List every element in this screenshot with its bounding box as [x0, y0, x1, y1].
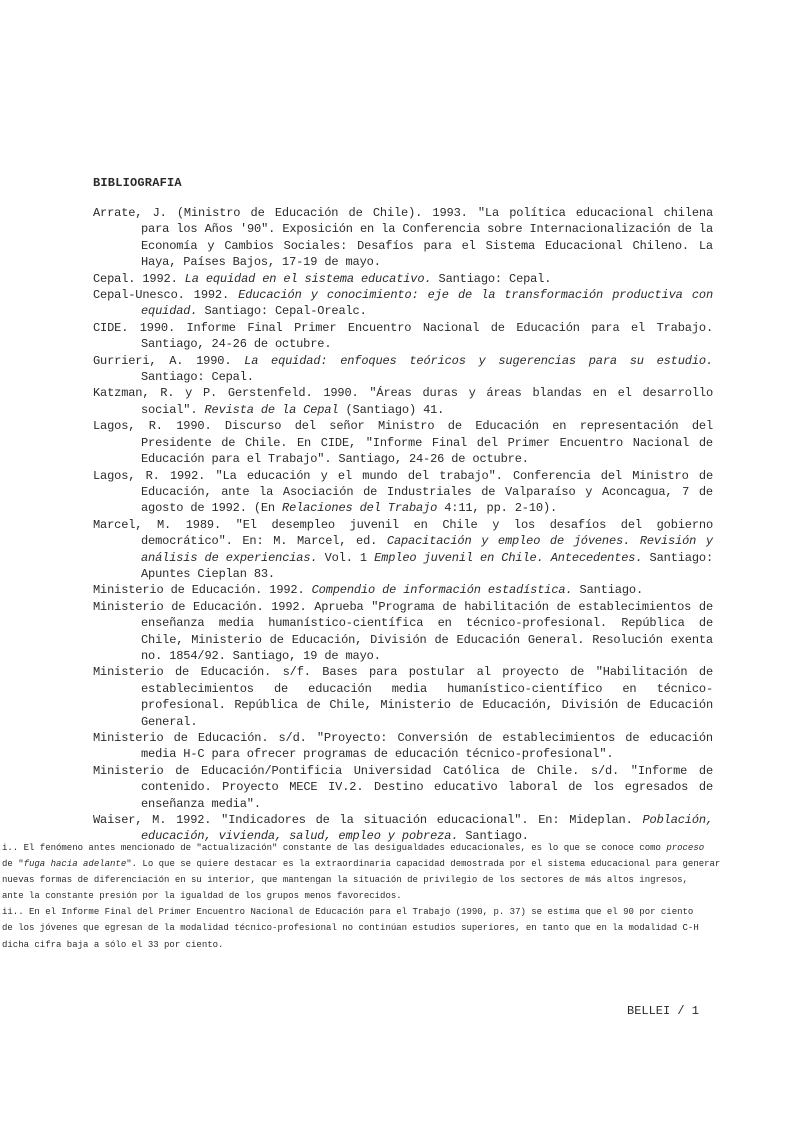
text-segment: de los jóvenes que egresan de la modalidad técnico-profesional no continúan estudios superiores, en tanto que en la modalidad C-H [2, 923, 699, 934]
bibliography-heading: BIBLIOGRAFIA [93, 176, 182, 190]
text-segment: fuga hacia adelante [23, 859, 127, 870]
bibliography-entry [93, 287, 713, 320]
text-segment: La equidad: enfoques teóricos y sugerencias para su estudio. [244, 353, 713, 368]
text-segment: Capacitación y empleo de jóvenes. Revisión y análisis de experiencias. [141, 534, 713, 565]
text-segment: 4:11, pp. 2-10). [437, 501, 558, 516]
footnote-line [2, 888, 800, 904]
text-segment: Población, educación, vivienda, salud, empleo y pobreza. [141, 813, 713, 844]
footnote-line [2, 872, 800, 888]
bibliography-entry [93, 517, 713, 583]
text-segment: Compendio de información estadística. [311, 583, 573, 598]
text-segment: Educación y conocimiento: eje de la transformación productiva con equidad. [141, 288, 713, 319]
text-segment: Santiago: Cepal. [141, 370, 254, 385]
text-segment: proceso [666, 843, 705, 853]
bibliography-entry [93, 353, 713, 386]
bibliography-entry [93, 763, 713, 812]
text-segment: dicha cifra baja a sólo el 33 por ciento. [2, 939, 224, 950]
text-segment: Lagos, R. 1992. "La educación y el mundo del trabajo". Conferencia del Ministro de Educación, ante la Asociación de Industriales de Valparaíso y Aconcagua, 7 de agosto de 1992. (En [93, 468, 713, 516]
footnote-line [2, 920, 800, 936]
text-segment: Santiago: Apuntes Cieplan 83. [141, 550, 714, 581]
text-segment: Gurrieri, A. 1990. [93, 353, 245, 368]
text-segment: nuevas formas de diferenciación en su interior, que mantengan la situación de privilegio de los sectores de más altos ingresos, [2, 875, 688, 886]
text-segment: Katzman, R. y P. Gerstenfeld. 1990. "Áreas duras y áreas blandas en el desarrollo social". [93, 386, 713, 417]
text-segment: Marcel, M. 1989. "El desempleo juvenil en Chile y los desafíos del gobierno democrático". En: M. Marcel, ed. [93, 517, 713, 549]
footnotes [2, 840, 800, 953]
text-segment: CIDE. 1990. Informe Final Primer Encuentro Nacional de Educación para el Trabajo. Santiago, 24-26 de octubre. [93, 320, 713, 352]
text-segment: ". Lo que se quiere destacar es la extraordinaria capacidad demostrada por el sistema educacional para generar [126, 859, 721, 870]
text-segment: La equidad en el sistema educativo. [184, 271, 432, 286]
text-segment: Empleo juvenil en Chile. Antecedentes. [374, 550, 643, 565]
text-segment: Ministerio de Educación. s/f. Bases para postular al proyecto de "Habilitación de establecimientos de educación media humanístico-científico en técnico-profesional. República de Chile, Ministerio de Educación, División de Educación General. [93, 665, 713, 729]
text-segment: (Santiago) 41. [338, 402, 445, 417]
bibliography-entry [93, 205, 713, 271]
text-segment: Cepal-Unesco. 1992. [93, 288, 239, 303]
text-segment: Revista de la Cepal [204, 402, 339, 417]
bibliography-entry [93, 664, 713, 730]
bibliography-entry [93, 271, 713, 287]
bibliography-entry [93, 730, 713, 763]
text-segment: Santiago: Cepal-Orealc. [197, 304, 367, 319]
bibliography-entry [93, 320, 713, 353]
text-segment: Relaciones del Trabajo [282, 501, 438, 516]
text-segment: Ministerio de Educación. s/d. "Proyecto: Conversión de establecimientos de educación media H-C para ofrecer programas de educación técnico-profesional". [93, 731, 713, 762]
text-segment: Ministerio de Educación/Pontificia Universidad Católica de Chile. s/d. "Informe de contenido. Proyecto MECE IV.2. Destino educativo laboral de los egresados de enseñanza media". [93, 763, 713, 811]
page-footer: BELLEI / 1 [627, 1004, 700, 1018]
text-segment: Santiago: Cepal. [431, 271, 552, 286]
text-segment: Waiser, M. 1992. "Indicadores de la situación educacional". En: Mideplan. [93, 813, 643, 828]
text-segment: Lagos, R. 1990. Discurso del señor Ministro de Educación en representación del Presidente de Chile. En CIDE, "Informe Final del Primer Encuentro Nacional de Educación para el Trabajo". Santiago, 24-26 de octubre. [93, 419, 713, 467]
footnote-line [2, 904, 800, 920]
bibliography-entry [93, 599, 713, 665]
text-segment: Santiago. [572, 583, 644, 598]
bibliography-entry [93, 418, 713, 467]
text-segment: de " [2, 859, 24, 870]
text-segment: ii.. En el Informe Final del Primer Encuentro Nacional de Educación para el Trabajo (1990, p. 37) se estima que el 90 por ciento [2, 907, 694, 918]
text-segment: Santiago. [458, 829, 529, 844]
text-segment: Arrate, J. (Ministro de Educación de Chile). 1993. "La política educacional chilena para los Años '90". Exposición en la Conferencia sobre Internacionalización de la Economía y Cambios Sociales: Desafíos para el Sistema Educacional Chileno. La Haya, Países Bajos, 17-19 de mayo. [93, 206, 713, 270]
footnote-line [2, 937, 800, 953]
footnote-line [2, 840, 800, 856]
footnote-line [2, 856, 800, 872]
bibliography-entry [93, 385, 713, 418]
text-segment: i.. El fenómeno antes mencionado de "actualización" constante de las desigualdades educacionales, es lo que se conoce como [2, 843, 667, 853]
text-segment: Ministerio de Educación. 1992. Aprueba "Programa de habilitación de establecimientos de enseñanza media humanístico-científica en técnico-profesional. República de Chile, Ministerio de Educación, División de Educación General. Resolución exenta no. 1854/92. Santiago, 19 de mayo. [93, 599, 713, 663]
text-segment: ante la constante presión por la igualdad de los grupos menos favorecidos. [2, 891, 402, 902]
text-segment: Cepal. 1992. [93, 271, 185, 286]
bibliography-entry [93, 468, 713, 517]
bibliography-entry [93, 582, 713, 598]
bibliography-list [93, 205, 713, 845]
text-segment: Vol. 1 [317, 550, 375, 565]
text-segment: Ministerio de Educación. 1992. [93, 583, 312, 598]
